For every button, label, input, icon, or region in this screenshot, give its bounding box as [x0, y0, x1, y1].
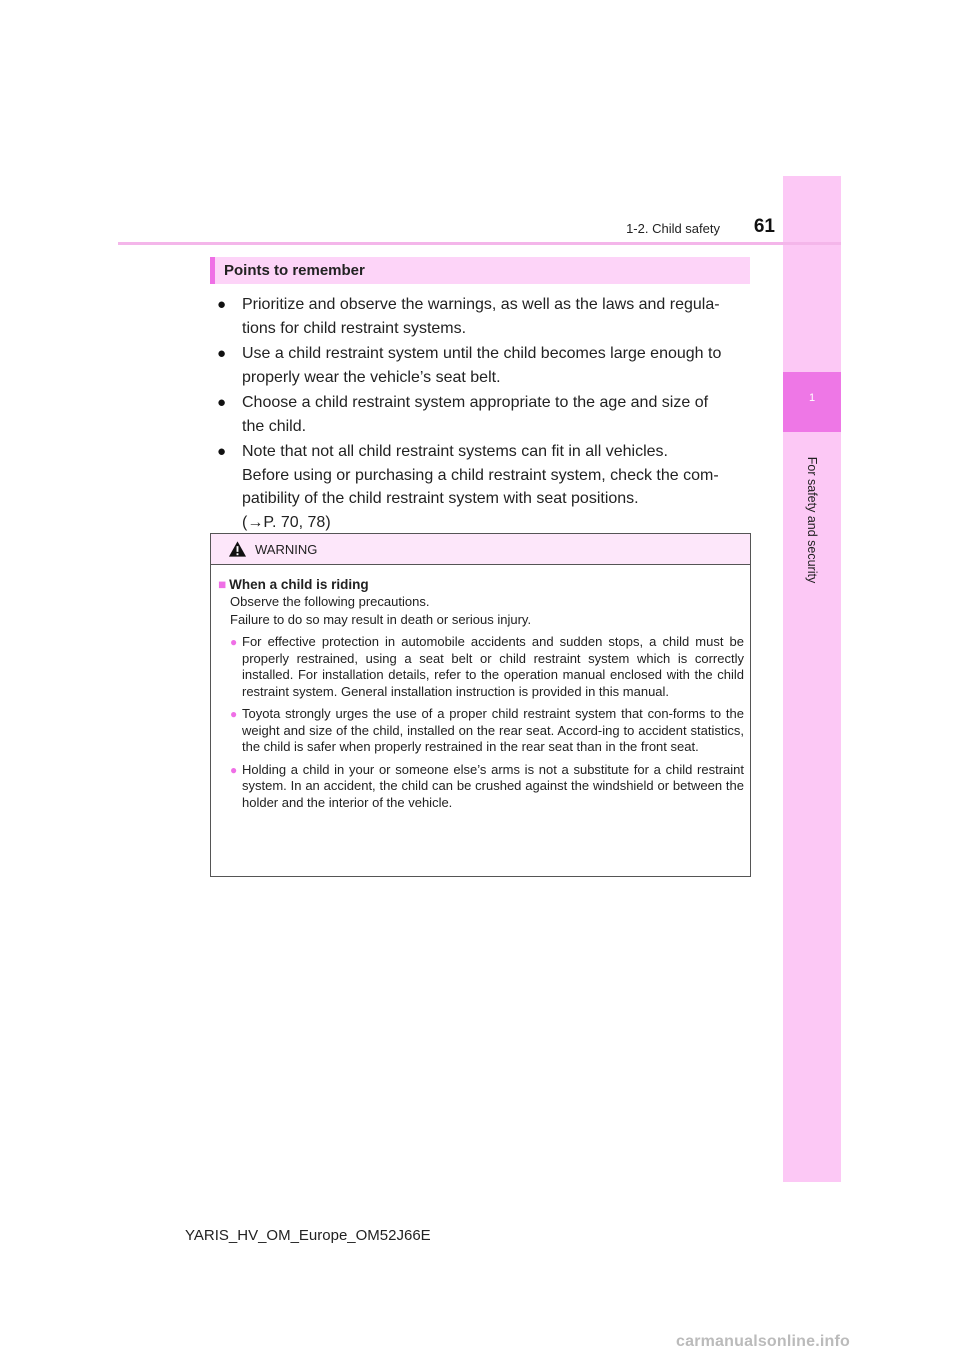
warning-box	[210, 533, 751, 877]
points-line: Note that not all child restraint systems can fit in all vehicles.	[242, 443, 668, 460]
header-divider	[118, 242, 841, 245]
warning-triangle-icon	[228, 540, 247, 558]
filled-circle-bullet-icon: ●	[217, 443, 227, 460]
points-to-remember-title: Points to remember	[224, 262, 365, 279]
warning-body	[218, 576, 744, 817]
points-line: the child.	[242, 417, 307, 435]
warning-subhead	[218, 576, 744, 593]
warning-list	[218, 634, 744, 811]
site-watermark: carmanualsonline.info	[676, 1333, 851, 1350]
warning-label: WARNING	[255, 542, 318, 557]
pink-circle-bullet-icon: ●	[230, 707, 238, 721]
filled-circle-bullet-icon: ●	[217, 345, 227, 362]
points-list-item	[217, 342, 747, 389]
points-list	[217, 293, 747, 536]
warning-header	[211, 534, 750, 565]
side-chapter-tab	[783, 176, 841, 1182]
document-id: YARIS_HV_OM_Europe_OM52J66E	[185, 1227, 431, 1244]
page-reference-link[interactable]: (→P. 70, 78)	[242, 513, 331, 531]
warning-list-item	[218, 706, 744, 756]
warning-item-text: Toyota strongly urges the use of a proper child restraint system that con-forms to the weight and size of the child, installed on the rear seat. Accord-ing to accident statistics, the child is safer when properly restrained in the rear seat than in the front seat.	[242, 706, 744, 754]
points-header-accent-bar	[210, 257, 215, 284]
warning-list-item	[218, 634, 744, 700]
points-line: Choose a child restraint system appropriate to the age and size of	[242, 394, 709, 411]
warning-item-text: For effective protection in automobile accidents and sudden stops, a child must be properly restrained, using a seat belt or child restraint system which is correctly installed. For installation details, refer to the operation manual enclosed with the child restraint system. General installation instruction is provided in this manual.	[242, 634, 744, 699]
filled-circle-bullet-icon: ●	[217, 296, 227, 313]
points-list-item	[217, 440, 747, 534]
points-line: properly wear the vehicle’s seat belt.	[242, 368, 501, 386]
side-chapter-title: For safety and security	[805, 456, 819, 584]
warning-intro-line: Failure to do so may result in death or serious injury.	[230, 611, 532, 627]
points-line: patibility of the child restraint system with seat positions.	[242, 490, 639, 507]
warning-subhead-text: When a child is riding	[229, 577, 369, 592]
pink-circle-bullet-icon: ●	[230, 635, 238, 649]
warning-list-item	[218, 762, 744, 812]
points-line: Prioritize and observe the warnings, as well as the laws and regula-	[242, 296, 720, 313]
points-line: Before using or purchasing a child restraint system, check the com-	[242, 466, 719, 484]
side-chapter-number: 1	[808, 392, 816, 404]
points-list-item	[217, 391, 747, 438]
points-to-remember-header	[210, 257, 750, 284]
warning-item-text: Holding a child in your or someone else’s arms is not a substitute for a child restraint system. In an accident, the child can be crushed against the windshield or between the holder and the interior of the vehicle.	[242, 761, 744, 810]
points-list-item	[217, 293, 747, 340]
warning-intro-line: Observe the following precautions.	[230, 594, 430, 609]
filled-circle-bullet-icon: ●	[217, 394, 227, 411]
page-number: 61	[753, 216, 775, 237]
points-line: Use a child restraint system until the child becomes large enough to	[242, 345, 722, 362]
points-line: tions for child restraint systems.	[242, 319, 467, 337]
section-title: 1-2. Child safety	[626, 221, 720, 236]
square-bullet-icon: ■	[218, 577, 227, 592]
pink-circle-bullet-icon: ●	[230, 762, 238, 777]
